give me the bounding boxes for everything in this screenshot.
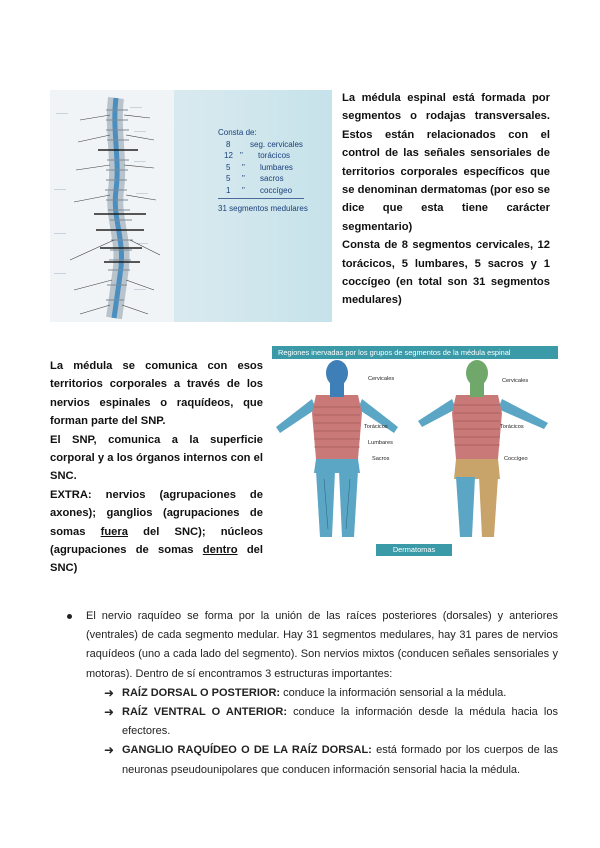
list-item: ➜ GANGLIO RAQUÍDEO O DE LA RAÍZ DORSAL: está formado por los cuerpos de las neuronas pseudounipolares que conducen información sensorial hacia la médula. [104, 743, 558, 776]
label-lumbares: Lumbares [368, 440, 393, 446]
front-body [276, 360, 398, 537]
dermatome-bodies [272, 359, 558, 545]
spine-label: ——— [54, 270, 66, 275]
divider [218, 198, 304, 199]
spine-label: ——— [134, 158, 146, 163]
segment-row: 5 " sacros [226, 174, 284, 183]
spinal-nerve-section [66, 607, 558, 780]
list-item: ➜ RAÍZ VENTRAL O ANTERIOR: conduce la información desde la médula hacia los efectores. [104, 705, 558, 738]
arrow-right-icon: ➜ [104, 685, 115, 700]
dermatome-footer: Dermatomas [376, 544, 452, 556]
dermatome-figure [272, 346, 558, 558]
extra-note: EXTRA: nervios (agrupaciones de axones); ganglios (agrupaciones de somas fuera del SNC); núcleos (agrupaciones de somas dentro del SNC) [50, 488, 264, 575]
intro-text-1: La médula espinal está formada por segmentos o rodajas transversales. Estos están relacionados con el control de las señales sensoriales de territorios corporales específicos que se denominan dermatomas (por eso se dice que esta tiene carácter segmentario) [342, 92, 550, 233]
segment-row: 12 " torácicos [224, 151, 291, 160]
spine-label: ——— [56, 110, 68, 115]
back-body [418, 360, 548, 537]
list-item: El nervio raquídeo se forma por la unión de las raíces posteriores (dorsales) y anteriores (ventrales) de cada segmento medular. Hay 31 segmentos medulares, hay 31 pares de nervios raquídeos (uno a cada lado del segmento). Son nervios mixtos (conducen señales sensoriales y motoras). Dentro de sí encontramos 3 estructuras importantes: [66, 607, 558, 684]
label-sacros: Sacros [372, 456, 390, 462]
spine-label: ——— [130, 104, 142, 109]
spine-label: ——— [134, 128, 146, 133]
communication-text-2: El SNP, comunica a la superficie corporal y a los órganos internos con el SNC. [50, 433, 263, 483]
dermatome-figure-title: Regiones inervadas por los grupos de segmentos de la médula espinal [272, 346, 558, 359]
segment-row: 1 " coccígeo [226, 185, 293, 195]
segment-row: 8 seg. cervicales [226, 139, 303, 149]
spine-label: ——— [134, 286, 146, 291]
spine-label: ——— [54, 230, 66, 235]
bullet-icon [67, 614, 72, 619]
segment-count-box [218, 127, 322, 215]
spine-label: ——— [136, 240, 148, 245]
segment-row: 5 " lumbares [226, 162, 293, 172]
label-coccigeo: Coccígeo [504, 456, 528, 462]
list-item: ➜ RAÍZ DORSAL O POSTERIOR: conduce la información sensorial a la médula. [104, 684, 558, 703]
intro-text-2: Consta de 8 segmentos cervicales, 12 torácicos, 5 lumbares, 5 sacros y 1 coccígeo (en total son 31 segmentos medulares) [342, 239, 550, 307]
spine-label: ——— [54, 186, 66, 191]
structure-list [104, 684, 558, 780]
arrow-right-icon: ➜ [104, 743, 115, 758]
spine-label: ——— [136, 190, 148, 195]
intro-paragraph [342, 89, 550, 310]
segment-box-title: Consta de: [218, 128, 257, 137]
arrow-right-icon: ➜ [104, 705, 115, 720]
segment-total: 31 segmentos medulares [218, 204, 308, 213]
label-toracicos: Torácicos [364, 424, 388, 430]
label-toracicos-back: Torácicos [500, 424, 524, 430]
label-cervicales: Cervicales [368, 376, 395, 382]
label-cervicales-back: Cervicales [502, 378, 529, 384]
communication-paragraph [50, 357, 263, 578]
communication-text-1: La médula se comunica con esos territorios corporales a través de los nervios espinales o raquídeos, que forman parte del SNP. [50, 360, 263, 428]
